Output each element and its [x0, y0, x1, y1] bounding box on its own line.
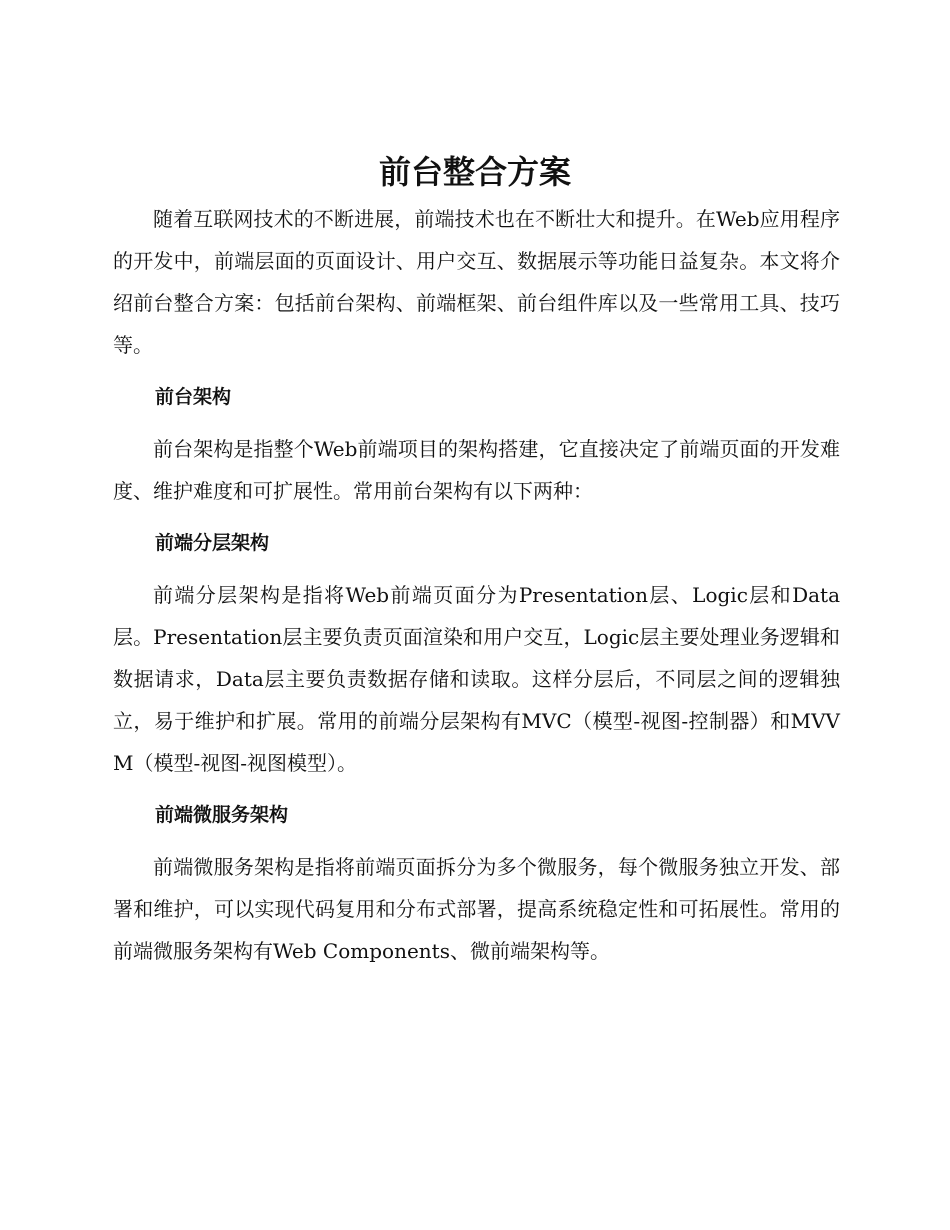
section-body-frontend-architecture: 前台架构是指整个Web前端项目的架构搭建，它直接决定了前端页面的开发难度、维护难度和可扩展性。常用前台架构有以下两种： [113, 437, 840, 503]
section-heading-microservice-architecture: 前端微服务架构 [155, 804, 289, 826]
document-title: 前台整合方案 [378, 153, 571, 191]
section-body-microservice-architecture: 前端微服务架构是指将前端页面拆分为多个微服务，每个微服务独立开发、部署和维护，可以实现代码复用和分布式部署，提高系统稳定性和可拓展性。常用的前端微服务架构有Web Components、微前端架构等。 [113, 855, 840, 963]
section-heading-layered-architecture: 前端分层架构 [155, 532, 270, 554]
intro-paragraph: 随着互联网技术的不断进展，前端技术也在不断壮大和提升。在Web应用程序的开发中，前端层面的页面设计、用户交互、数据展示等功能日益复杂。本文将介绍前台整合方案：包括前台架构、前端框架、前台组件库以及一些常用工具、技巧等。 [113, 207, 840, 357]
section-body-layered-architecture: 前端分层架构是指将Web前端页面分为Presentation层、Logic层和Data层。Presentation层主要负责页面渲染和用户交互，Logic层主要处理业务逻辑和数据请求，Data层主要负责数据存储和读取。这样分层后，不同层之间的逻辑独立，易于维护和扩展。常用的前端分层架构有MVC（模型-视图-控制器）和MVVM（模型-视图-视图模型）。 [113, 583, 840, 775]
section-heading-frontend-architecture: 前台架构 [155, 386, 232, 408]
document-body [113, 198, 840, 972]
